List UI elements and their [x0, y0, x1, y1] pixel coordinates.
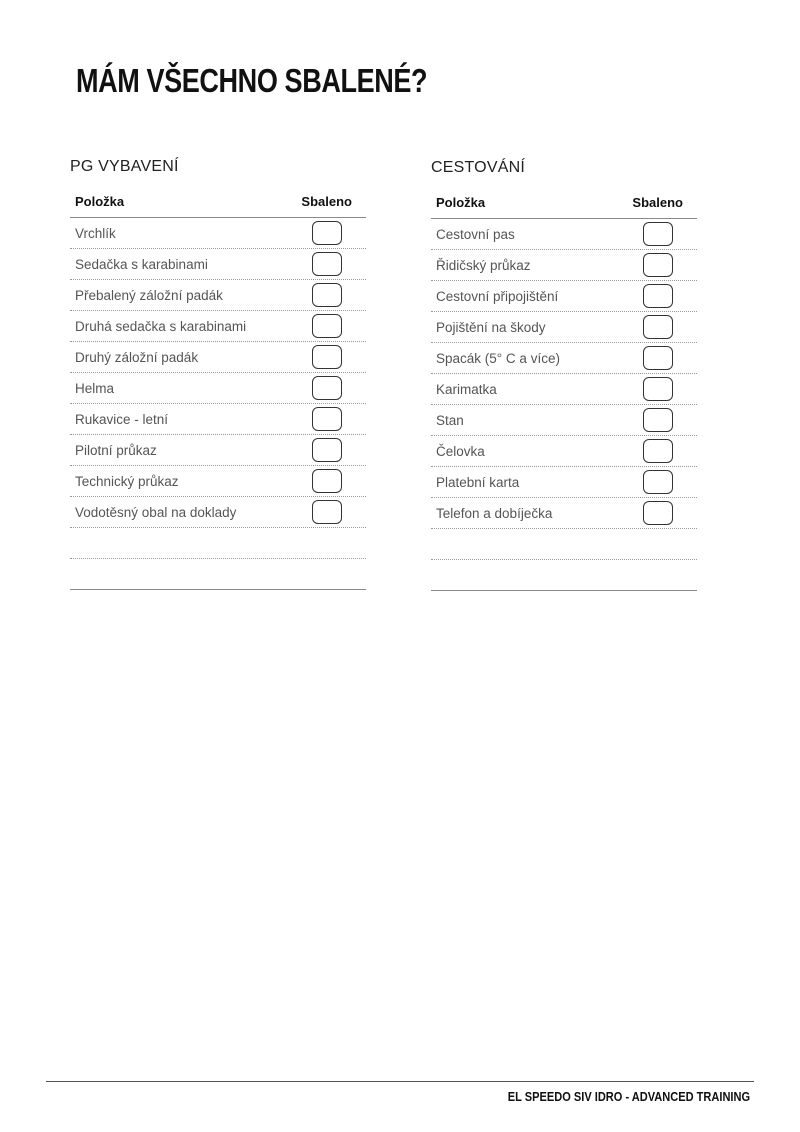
- packed-checkbox[interactable]: [643, 377, 673, 401]
- packed-checkbox[interactable]: [643, 408, 673, 432]
- item-label: Vodotěsný obal na doklady: [75, 504, 237, 520]
- column-header-packed: Sbaleno: [301, 193, 352, 209]
- packed-checkbox[interactable]: [312, 252, 342, 276]
- item-label: Vrchlík: [75, 225, 116, 241]
- item-label: Karimatka: [436, 381, 497, 397]
- packed-checkbox[interactable]: [312, 345, 342, 369]
- checklist-row: [70, 249, 366, 280]
- item-label: Řidičský průkaz: [436, 257, 531, 273]
- column-header-packed: Sbaleno: [632, 194, 683, 210]
- checklist-row: [70, 497, 366, 528]
- checklist-row: [431, 343, 697, 374]
- section-cestovani: [431, 158, 697, 591]
- checklist-row: [431, 498, 697, 529]
- packed-checkbox[interactable]: [643, 470, 673, 494]
- packed-checkbox[interactable]: [643, 315, 673, 339]
- item-label: Cestovní pas: [436, 226, 515, 242]
- item-label: Telefon a dobíječka: [436, 505, 553, 521]
- section-title: CESTOVÁNÍ: [431, 159, 525, 176]
- section-pg-vybaveni: [70, 157, 366, 590]
- checklist-row: [70, 466, 366, 497]
- item-label: Platební karta: [436, 474, 520, 490]
- checklist-row: [431, 250, 697, 281]
- checklist-row: [431, 436, 697, 467]
- page-title: MÁM VŠECHNO SBALENÉ?: [76, 62, 428, 99]
- checklist-row: [431, 281, 697, 312]
- table-header: [431, 186, 697, 219]
- packed-checkbox[interactable]: [312, 469, 342, 493]
- column-header-item: Položka: [436, 194, 486, 210]
- item-label: Cestovní připojištění: [436, 288, 559, 304]
- packed-checkbox[interactable]: [312, 438, 342, 462]
- footer-divider: [46, 1081, 754, 1082]
- footer-text: EL SPEEDO SIV IDRO - ADVANCED TRAINING: [507, 1089, 750, 1104]
- checklist-row: [431, 467, 697, 498]
- item-label: Druhý záložní padák: [75, 349, 199, 365]
- item-label: Druhá sedačka s karabinami: [75, 318, 247, 334]
- packed-checkbox[interactable]: [312, 314, 342, 338]
- section-title: PG VYBAVENÍ: [70, 158, 179, 175]
- empty-row: [70, 528, 366, 559]
- checklist-row: [70, 404, 366, 435]
- packed-checkbox[interactable]: [312, 221, 342, 245]
- packed-checkbox[interactable]: [643, 501, 673, 525]
- checklist-row: [70, 435, 366, 466]
- packed-checkbox[interactable]: [312, 376, 342, 400]
- packed-checkbox[interactable]: [643, 346, 673, 370]
- empty-row: [431, 529, 697, 560]
- checklist-row: [431, 312, 697, 343]
- packed-checkbox[interactable]: [312, 407, 342, 431]
- item-label: Spacák (5° C a více): [436, 350, 560, 366]
- checklist-row: [431, 405, 697, 436]
- item-label: Helma: [75, 380, 115, 396]
- empty-row: [70, 559, 366, 590]
- item-label: Pojištění na škody: [436, 319, 546, 335]
- item-label: Čelovka: [436, 443, 485, 459]
- empty-row: [431, 560, 697, 591]
- item-label: Sedačka s karabinami: [75, 256, 208, 272]
- packed-checkbox[interactable]: [643, 222, 673, 246]
- packed-checkbox[interactable]: [312, 500, 342, 524]
- column-header-item: Položka: [75, 193, 125, 209]
- checklist-row: [70, 342, 366, 373]
- item-label: Přebalený záložní padák: [75, 287, 223, 303]
- checklist-row: [70, 218, 366, 249]
- packed-checkbox[interactable]: [643, 439, 673, 463]
- packed-checkbox[interactable]: [643, 284, 673, 308]
- table-header: [70, 185, 366, 218]
- packed-checkbox[interactable]: [643, 253, 673, 277]
- checklist-row: [70, 311, 366, 342]
- item-label: Stan: [436, 412, 464, 428]
- packed-checkbox[interactable]: [312, 283, 342, 307]
- checklist-row: [70, 280, 366, 311]
- checklist-row: [70, 373, 366, 404]
- item-label: Technický průkaz: [75, 473, 179, 489]
- checklist-row: [431, 219, 697, 250]
- item-label: Pilotní průkaz: [75, 442, 157, 458]
- item-label: Rukavice - letní: [75, 411, 169, 427]
- checklist-row: [431, 374, 697, 405]
